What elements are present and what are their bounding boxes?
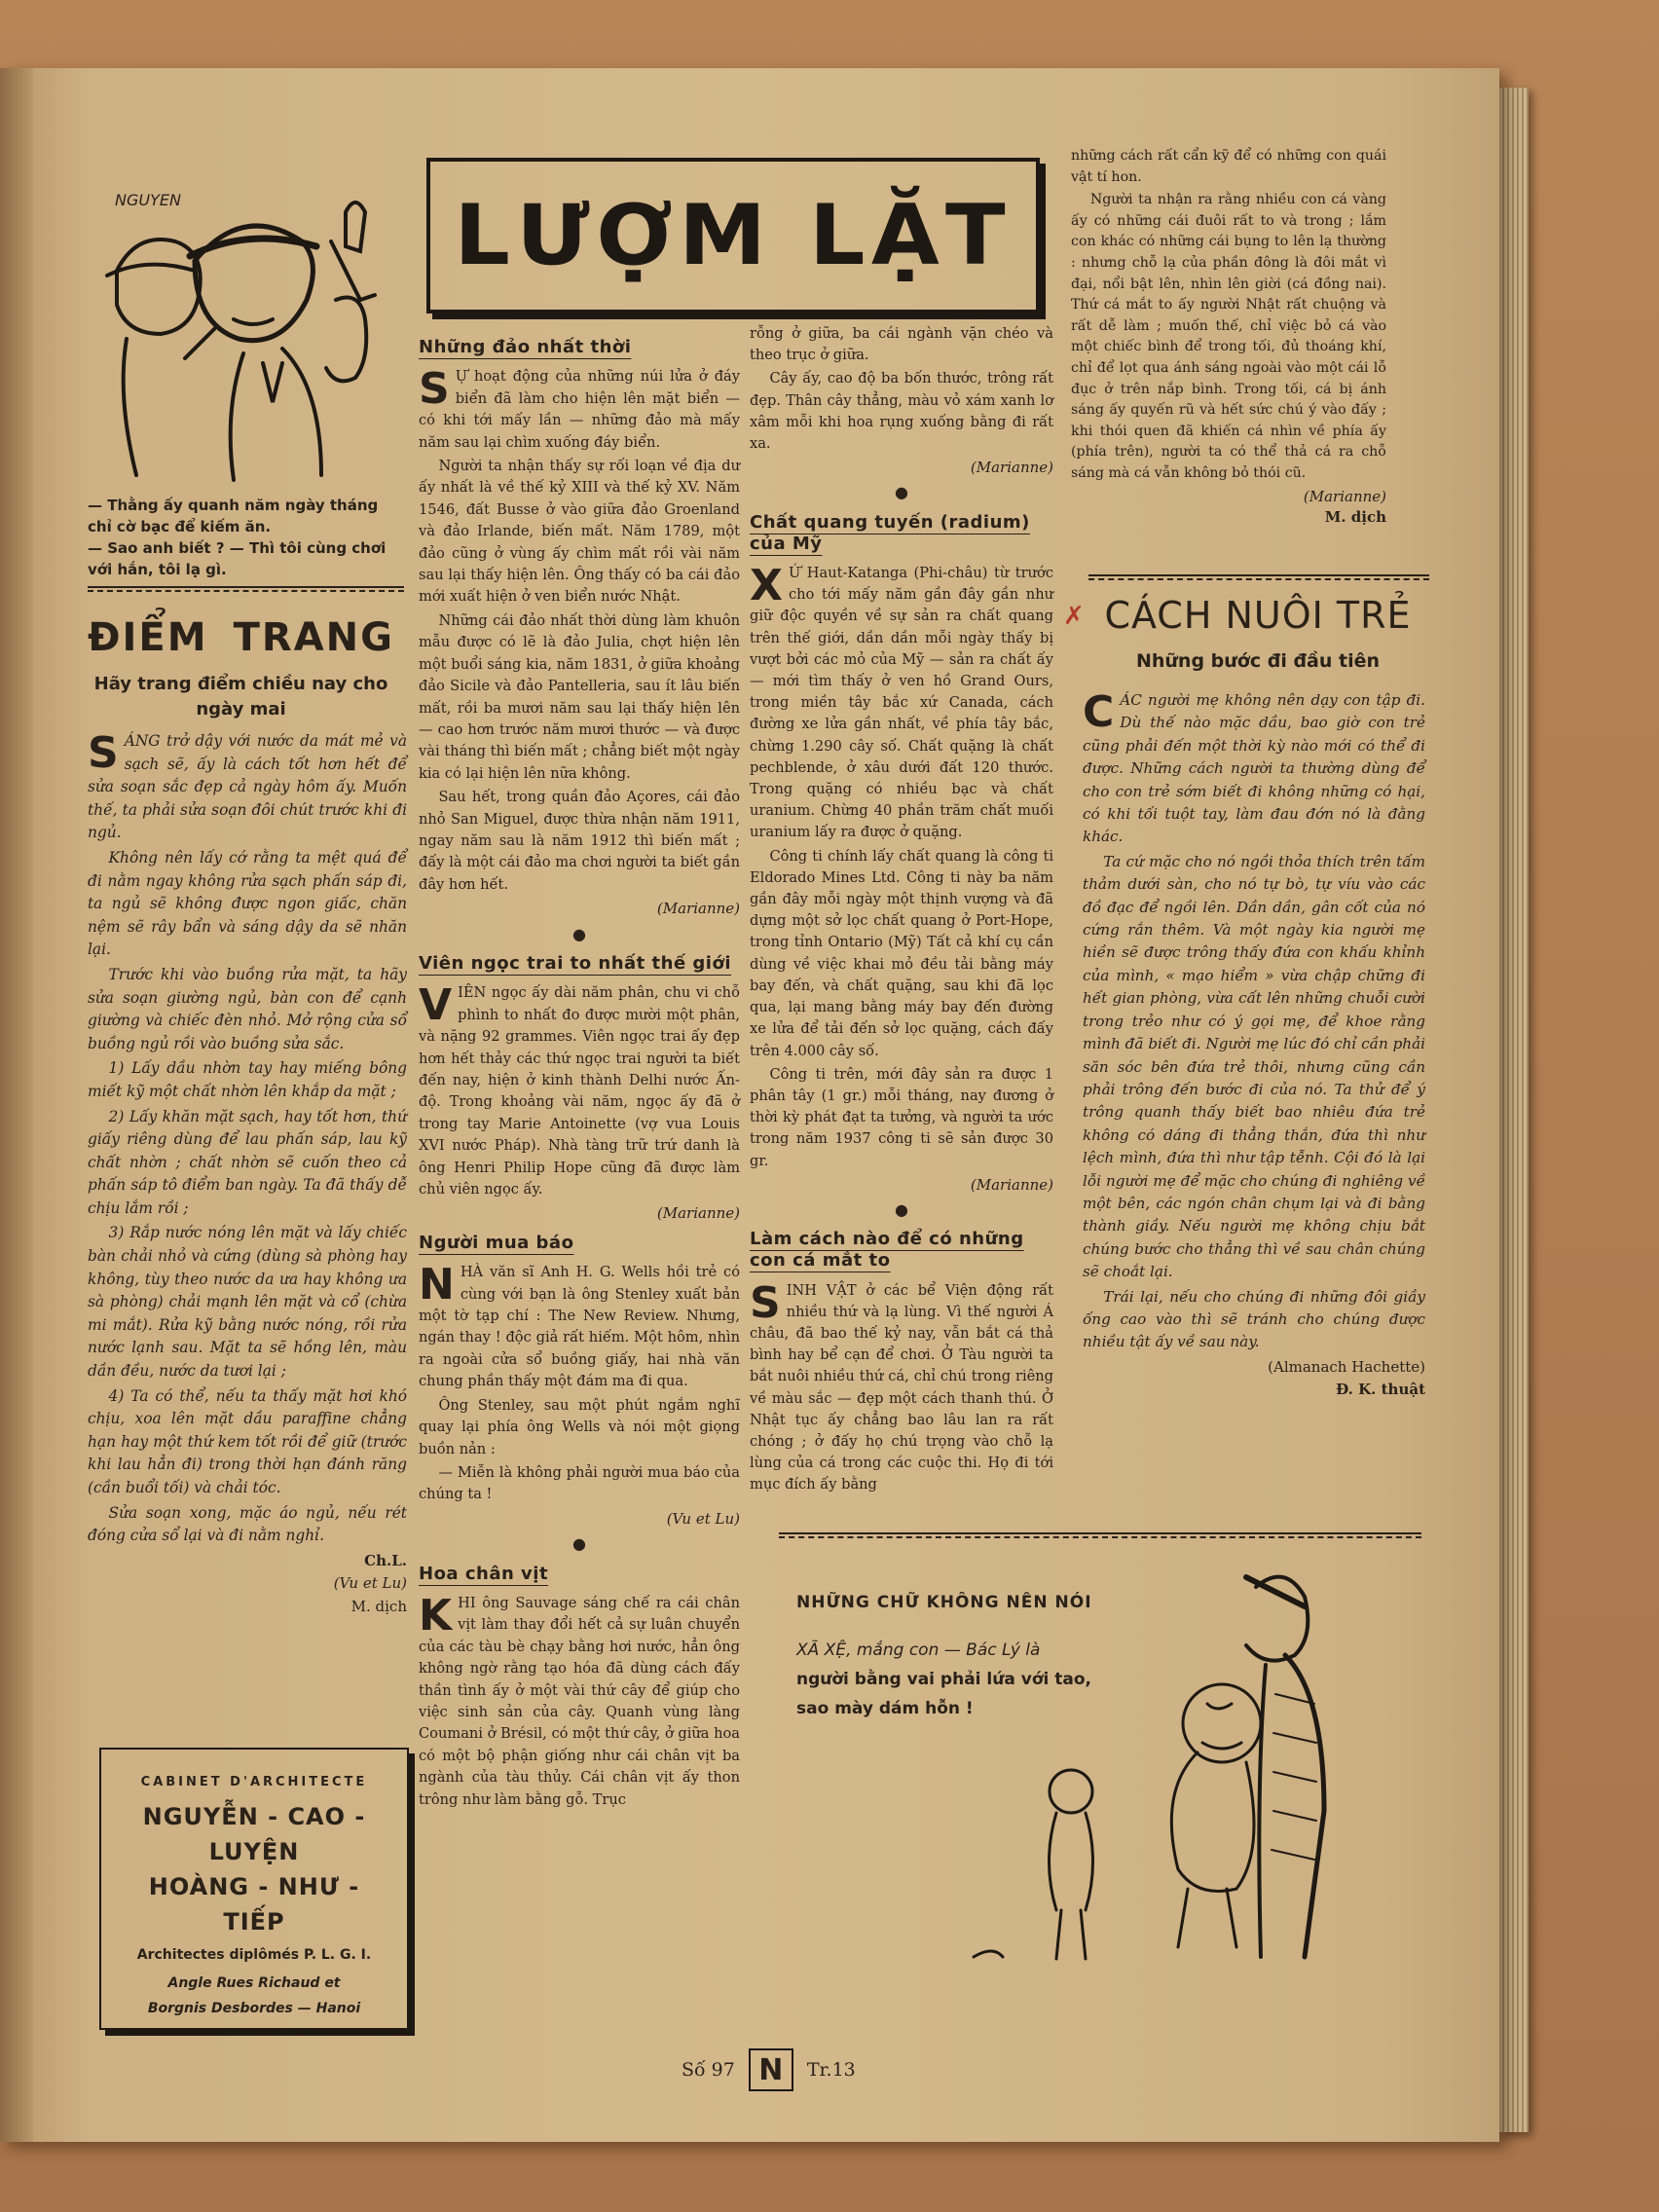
ad-diploma: Architectes diplômés P. L. G. I. (136, 1947, 372, 1963)
drop-cap: X (750, 561, 783, 611)
ad-names-2: HOÀNG - NHƯ - TIẾP (148, 1873, 360, 1936)
divider (88, 586, 404, 592)
page-footer (682, 2048, 856, 2091)
drop-cap: V (419, 980, 453, 1031)
article-paragraph: Sửa soạn xong, mặc áo ngủ, nếu rét đóng cửa sổ lại và đi nằm nghỉ. (88, 1503, 407, 1545)
article-paragraph: 2) Lấy khăn mặt sạch, hay tốt hơn, thứ giấy riêng dùng để lau phấn sáp, lau kỹ chất nhờn ; chất nhờn sẽ cuốn theo cả phấn sáp tô điểm ban ngày. Ta đã thấy dễ chịu lắm rồi ; (88, 1107, 407, 1217)
page-stack-edge (1499, 88, 1529, 2132)
source: (Marianne) (1303, 487, 1386, 505)
column-2 (419, 329, 740, 1813)
translator: Đ. K. thuật (1336, 1381, 1425, 1399)
publication-logo: N (749, 2048, 793, 2091)
ad-address-2: Borgnis Desbordes — Hanoi (147, 2001, 361, 2016)
source: (Vu et Lu) (333, 1574, 407, 1593)
masthead-title: LƯỢM LẶT (454, 187, 1013, 284)
red-pen-mark: ✗ (1063, 602, 1085, 631)
page-number: Tr.13 (806, 2059, 856, 2081)
issue-number: Số 97 (682, 2059, 735, 2081)
joke-line-3: sao mày dám hỗn ! (796, 1699, 974, 1718)
book-binding (0, 68, 33, 2142)
divider (1088, 574, 1429, 580)
caption-line-2: — Sao anh biết ? — Thì tôi cùng chơi với hắn, tôi lạ gì. (88, 539, 387, 578)
article-paragraph: Ta cứ mặc cho nó ngồi thỏa thích trên tấm thảm dưới sàn, cho nó tự bò, tự víu vào các đồ đạc để ngồi lên. Dần dần, gân cốt của nó cứng rắn thêm. Và một ngày kia người mẹ hiền sẽ được trông thấy đứa con khấu khỉnh của mình, « mạo hiểm » vừa chập chững đi hết gian phòng, vừa cất lên những chuỗi cười trong trẻo như có ý gọi mẹ, để khoe rằng mình đã biết đi. Người mẹ lúc đó chỉ cần phải săn sóc bên đứa trẻ thôi, nhưng cũng cần phải trông đến bước đi của nó. Ta thử để ý trông quanh thấy biết bao nhiêu đứa trẻ không có dáng đi thẳng thắn, đứa thì như lệch mình, đứa thì như tập tễnh. Cội đó là lại lỗi người mẹ để mặc cho chúng đi nghiêng về một bên, các ngón chân chụm lại và đi bằng thành giầy. Nếu người mẹ không chịu bắt chúng bước cho thẳng thì về sau chân chúng sẽ choắt lại. (1083, 852, 1425, 1281)
author: Ch.L. (364, 1551, 407, 1569)
article-paragraph: KHI ông Sauvage sáng chế ra cái chân vịt làm thay đổi hết cả sự luân chuyển của các tàu bè chạy bằng hơi nước, hẳn ông không ngờ rằng tạo hóa đã dùng cách đấy thần tình ấy ở một vài thứ cây để giúp cho việc sinh sản của cây. Quanh vùng làng Coumani ở Brésil, có một thứ cây, ở giữa hoa có một bộ phận giống như cái chân vịt ba ngành của tàu thủy. Cái chân vịt ấy thon trông như làm bằng gỗ. Trục (419, 1590, 741, 1808)
article-paragraph: VIÊN ngọc ấy dài năm phân, chu vi chỗ phình to nhất đo được mười một phân, và nặng 92 grammes. Viên ngọc trai ấy đẹp hơn hết thảy các thứ ngọc trai người ta biết đến nay, hiện ở kinh thành Delhi nước Ấn-độ. Trong khoảng vài năm, ngọc ấy đã ở trong tay Marie Antoinette (vợ vua Louis XVI nước Pháp). Nhà tàng trữ trứ danh là ông Henri Philip Hope cũng đã được làm chủ viên ngọc ấy. (419, 980, 740, 1198)
article-paragraph: 1) Lấy dầu nhờn tay hay miếng bông miết kỹ một chất nhờn lên khắp da mặt ; (88, 1059, 407, 1100)
ad-address-1: Angle Rues Richaud et (167, 1975, 341, 1991)
joke-line-1: XÃ XỆ, mắng con — Bác Lý là (796, 1641, 1041, 1660)
joke-title: NHỮNG CHỮ KHÔNG NÊN NÓI (796, 1593, 1092, 1612)
article-paragraph: rỗng ở giữa, ba cái ngành vặn chéo và theo trục ở giữa. (750, 325, 1053, 364)
article-paragraph: Trái lại, nếu cho chúng đi những đôi giầy ống cao vào thì sẽ tránh cho chúng được nhiều tật ấy về sau này. (1083, 1287, 1425, 1351)
separator-dot: ● (572, 924, 586, 943)
joke-line-2: người bằng vai phải lứa với tao, (796, 1670, 1091, 1689)
divider (779, 1532, 1421, 1538)
article-paragraph: Không nên lấy cớ rằng ta mệt quá để đi nằm ngay không rửa sạch phấn sáp đi, ta ngủ sẽ không được ngon giấc, chăn nệm sẽ rây bẩn và sáng dậy da sẽ nhăn lại. (88, 848, 407, 959)
drop-cap: C (1083, 687, 1115, 737)
article-paragraph: Người ta nhận thấy sự rối loạn về địa dư ấy nhất là về thế kỷ XIII và thế kỷ XV. Năm 1546, đất Busse ở vào giữa đảo Groenland và đảo Irlande, biến mất. Năm 1789, một đảo cũng ở vùng ấy chìm mất rồi vài năm sau lại thấy hiện lên. Ông thấy có ba cái đảo mới xuất hiện ở ven biển nước Nhật. (419, 458, 740, 606)
article-paragraph: Cây ấy, cao độ ba bốn thước, trông rất đẹp. Thân cây thẳng, màu vỏ xám xanh lơ xâm mỗi khi hoa rụng xuống bằng đi rất xa. (750, 370, 1053, 453)
section-heading: Làm cách nào để có những con cá mắt to (750, 1229, 1024, 1272)
article-paragraph: — Miễn là không phải người mua báo của chúng ta ! (419, 1463, 740, 1503)
source: (Marianne) (970, 459, 1053, 477)
section-heading: Những đảo nhất thời (419, 337, 632, 357)
drop-cap: N (419, 1260, 455, 1310)
article-paragraph: NHÀ văn sĩ Anh H. G. Wells hồi trẻ có cùng với bạn là ông Stenley xuất bản một tờ tạp chí : The New Review. Nhưng, ngán thay ! độc giả rất hiếm. Một hôm, nhìn ra ngoài cửa sổ buồng giấy, hai nhà văn chung phần thấy một đám ma đi qua. (419, 1260, 740, 1390)
article-paragraph: Công ti chính lấy chất quang là công ti Eldorado Mines Ltd. Công ti này ba năm gần đây mỗi ngày một thịnh vượng và đã dựng một sở lọc chất quang ở Port-Hope, trong tỉnh Ontario (Mỹ) Tất cả khí cụ cần dùng về việc khai mỏ đều tải bằng máy bay đến, và chất quặng, sau khi đã lọc qua, lại mang bằng máy bay đến đường xe lửa để tải đến sở lọc quặng, cách đấy trên 4.000 cây số. (750, 847, 1053, 1059)
cach-nuoi-tre-heading: CÁCH NUÔI TRẺ (1104, 594, 1412, 637)
article-paragraph: Người ta nhận ra rằng nhiều con cá vàng ấy có những cái đuôi rất to và trong ; lắm con khác có những cái bụng to lên lạ thường : nhưng chỗ lạ của phần đông là đôi mắt vì đại, nổi bật lên, nhìn lên giời (cá đồng nai). Thứ cá mắt to ấy người Nhật rất chuộng và rất dễ làm ; muốn thế, chỉ việc bỏ cá vào một chiếc bình để trong tối, đủ thoáng khí, chỉ để lọt qua ánh sáng ngoài vào một cái lỗ đục ở trên nắp bình. Trong tối, cá bị ánh sáng ấy quyến rũ và hết sức chú ý vào đấy ; khi thói quen đã khiến cá nhìn về phía ấy (phía trên), người ta có thể thả cá ra chỗ sáng mà cá vẫn không bỏ thói cũ. (1071, 192, 1386, 481)
article-paragraph: Công ti trên, mới đây sản ra được 1 phân tây (1 gr.) mỗi tháng, nay đương ở thời kỳ phát đạt ta tưởng, và người ta ước trong năm 1937 công ti sẽ sản được 30 gr. (750, 1065, 1053, 1169)
caption-line-1: — Thằng ấy quanh năm ngày tháng chỉ cờ bạc để kiếm ăn. (88, 497, 379, 535)
diem-trang-article (88, 730, 407, 1619)
source: (Almanach Hachette) (1268, 1357, 1425, 1376)
section-heading: Chất quang tuyến (radium) của Mỹ (750, 511, 1030, 554)
separator-dot: ● (895, 1199, 908, 1219)
article-paragraph: Trước khi vào buồng rửa mặt, ta hãy sửa soạn giường ngủ, bàn con để cạnh giường và chiếc đèn nhỏ. Mở rộng cửa sổ buồng ngủ rồi vào buồng sửa sắc. (88, 965, 407, 1052)
source: (Vu et Lu) (666, 1509, 740, 1528)
cartoon-illustration (97, 183, 399, 485)
drop-cap: K (419, 1590, 453, 1641)
article-paragraph: SINH VẬT ở các bể Viện động rất nhiều thứ và lạ lùng. Vì thế người Á châu, đã bao thế kỷ nay, vẫn bắt cá thả bình hay bể cạn để chơi. Ở Tàu người ta bắt nuôi nhiều thứ cá, chỉ chú trong riêng về màu sắc — đẹp một cách thanh thú. Ở Nhật tục ấy chẳng bao lâu lan ra rất chóng ; ở đấy họ chú trọng vào chỗ lạ lùng của cá trong các cuộc thi. Họ đi tới mục đích ấy bằng (750, 1277, 1053, 1493)
drop-cap: S (88, 728, 119, 778)
column-4 (1071, 146, 1386, 529)
translator: M. dịch (1324, 508, 1386, 527)
article-paragraph: 3) Rắp nước nóng lên mặt và lấy chiếc bàn chải nhỏ và cứng (dùng sà phòng hay không, tùy theo nước da ưa hay không ưa sà phòng) chải mạnh lên mặt và cổ (chừa mi mắt). Rửa kỹ bằng nước nóng, rồi rửa nước lạnh sau. Mặt ta sẽ hồng lên, màu dần đều, nước da tươi lại ; (88, 1224, 407, 1381)
drop-cap: S (750, 1277, 781, 1328)
source: (Marianne) (656, 900, 740, 918)
ad-names-1: NGUYỄN - CAO - LUYỆN (142, 1803, 366, 1865)
ad-title: CABINET D'ARCHITECTE (140, 1775, 368, 1789)
translator: M. dịch (350, 1597, 407, 1615)
masthead-title-box (426, 158, 1040, 313)
article-paragraph: SÁNG trở dậy với nước da mát mẻ và sạch sẽ, ấy là cách tốt hơn hết để sửa soạn sắc đẹp cả ngày hôm ấy. Muốn thế, ta phải sửa soạn đôi chút trước khi đi ngủ. (88, 728, 407, 842)
heading-word-1: ĐIỂM (88, 615, 208, 660)
article-paragraph: S Ự hoạt động của những núi lửa ở đáy biển đã làm cho hiện lên mặt biển — có khi tới mấy lần — những đảo mà mấy năm sau lại chìm xuống đáy biển. (419, 364, 740, 451)
article-paragraph: X Ứ Haut-Katanga (Phi-châu) từ trước cho tới mấy năm gần đây gần như giữ độc quyền về sự sản ra chất quang trên thế giới, dần dần mỗi ngày thấy bị vượt bởi các mỏ của Mỹ — sản ra chất ấy — mới tìm thấy ở ven hồ Grand Ours, trong miền tây bắc xứ Canada, cách đường xe lửa gần nhất, về phía tây bắc, chừng 1.290 cây số. Chất quặng là chất pechblende, ở xâu dưới đất 120 thước. Trong quặng có nhiều bạc và chất uranium. Chừng 40 phần trăm chất muối uranium lấy ra được ở quặng. (750, 561, 1053, 841)
cach-nuoi-tre-subtitle: Những bước đi đầu tiên (1135, 650, 1381, 672)
architect-advertisement (99, 1748, 409, 2030)
article-paragraph: Những cái đảo nhất thời dùng làm khuôn mẫu được có lẽ là đảo Julia, chợt hiện lên một buổi sáng kia, năm 1831, ở giữa khoảng đảo Sicile và đảo Pantelleria, sau ít lâu biến mất, rồi ba mươi năm sau lại thấy hiện lên — cao hơn trước năm mươi thước — và được vài tháng thì biến mất ; chẳng biết một ngày kia có lại hiện lên nữa không. (419, 611, 740, 782)
article-paragraph: Sau hết, trong quần đảo Açores, cái đảo nhỏ San Miguel, được thừa nhận năm 1911, ngay năm sau là năm 1912 thì biến mất ; đấy là một cái đảo ma chơi người ta biết gần đây hơn hết. (419, 789, 740, 893)
diem-trang-heading (88, 615, 394, 660)
cartoon-caption (88, 495, 404, 598)
article-paragraph: Ông Stenley, sau một phút ngắm nghĩ quay lại phía ông Wells và nói một giọng buồn nản : (419, 1396, 740, 1457)
drop-cap: S (419, 364, 450, 415)
joke-illustration (964, 1558, 1412, 1986)
section-heading: Người mua báo (419, 1232, 574, 1253)
article-paragraph: CÁC người mẹ không nên dạy con tập đi. Dù thế nào mặc dầu, bao giờ con trẻ cũng phải đến một thời kỳ nào mới có thể đi được. Những cách người ta thường dùng để cho con trẻ sớm biết đi không những có hại, có khi tối tuột tay, làm đau đớn nó là đằng khác. (1083, 687, 1425, 846)
section-heading: Hoa chân vịt (419, 1563, 549, 1584)
section-heading: Viên ngọc trai to nhất thế giới (419, 952, 732, 974)
separator-dot: ● (895, 483, 908, 502)
source: (Marianne) (656, 1204, 740, 1223)
column-3 (750, 323, 1053, 1498)
cach-nuoi-tre-article (1083, 689, 1425, 1402)
source: (Marianne) (970, 1175, 1053, 1194)
cartoon-signature: NGUYEN (115, 191, 181, 209)
separator-dot: ● (572, 1534, 586, 1554)
article-paragraph: 4) Ta có thể, nếu ta thấy mặt hơi khó chịu, xoa lên mặt dầu paraffine chẳng hạn hay một thứ kem tốt rồi để giữ (trước khi lau hẳn đi) trong thời hạn đánh răng (cần buổi tối) và chải tóc. (88, 1386, 407, 1496)
diem-trang-subtitle: Hãy trang điểm chiều nay cho ngày mai (93, 674, 388, 719)
article-paragraph: những cách rất cẩn kỹ để có những con quái vật tí hon. (1071, 148, 1386, 185)
heading-word-2: TRANG (233, 615, 394, 660)
